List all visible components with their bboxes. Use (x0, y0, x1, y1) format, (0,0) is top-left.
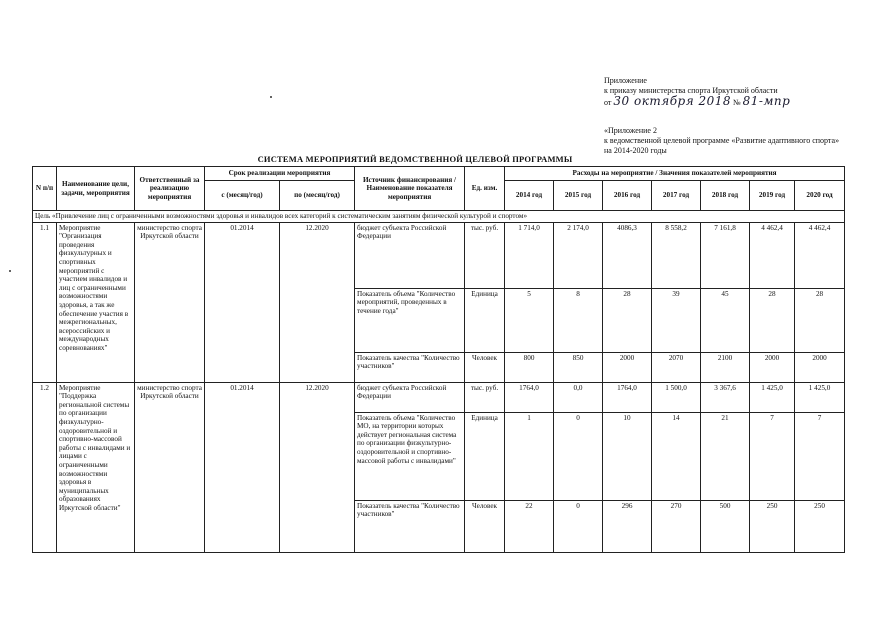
row-value: 28 (750, 288, 795, 352)
row-value: 28 (603, 288, 652, 352)
row-source: бюджет субъекта Российской Федерации (355, 222, 465, 288)
row-value: 296 (603, 500, 652, 552)
row-value: 7 161,8 (701, 222, 750, 288)
row-value: 1764,0 (505, 382, 554, 412)
row-value: 0,0 (554, 382, 603, 412)
row-value: 2000 (750, 352, 795, 382)
measures-table (32, 166, 845, 553)
table-row (33, 382, 845, 412)
row-value: 8 (554, 288, 603, 352)
row-source: Показатель объема "Количество МО, на территории которых действует региональная система по организации физкультурно-оздоровительной и спортивно-массовой работы с инвалидами" (355, 412, 465, 500)
row-value: 2000 (795, 352, 845, 382)
row-source: Показатель объема "Количество мероприятий, проведенных в течение года" (355, 288, 465, 352)
appendix2-line: на 2014-2020 годы (604, 146, 667, 155)
row-value: 2 174,0 (554, 222, 603, 288)
row-value: 2070 (652, 352, 701, 382)
row-num: 1.1 (33, 222, 57, 382)
row-value: 10 (603, 412, 652, 500)
header-year: 2014 год (505, 181, 554, 211)
row-unit: тыс. руб. (465, 222, 505, 288)
order-number-prefix: № (733, 98, 741, 107)
row-value: 0 (554, 500, 603, 552)
header-year: 2015 год (554, 181, 603, 211)
row-unit: Человек (465, 352, 505, 382)
row-value: 0 (554, 412, 603, 500)
row-value: 7 (750, 412, 795, 500)
row-value: 7 (795, 412, 845, 500)
row-unit: Единица (465, 288, 505, 352)
row-value: 22 (505, 500, 554, 552)
row-name: Мероприятие "Поддержка региональной системы по организации физкультурно-оздоровительной и спортивно-массовой работы с инвалидами и лицами с ограниченными возможностями здоровья в муниципальных образованиях Иркутской области" (57, 382, 135, 552)
row-value: 1 500,0 (652, 382, 701, 412)
header-term-to: по (месяц/год) (280, 181, 355, 211)
row-responsible: министерство спорта Иркутской области (135, 222, 205, 382)
row-value: 8 558,2 (652, 222, 701, 288)
row-value: 3 367,6 (701, 382, 750, 412)
header-year: 2018 год (701, 181, 750, 211)
order-prefix: от (604, 98, 612, 107)
appendix1-line: к приказу министерства спорта Иркутской области (604, 86, 778, 95)
row-source: Показатель качества "Количество участников" (355, 500, 465, 552)
header-num: N п/п (33, 167, 57, 211)
header-responsible: Ответственный за реализацию мероприятия (135, 167, 205, 211)
row-value: 45 (701, 288, 750, 352)
row-value: 5 (505, 288, 554, 352)
row-source: бюджет субъекта Российской Федерации (355, 382, 465, 412)
row-name: Мероприятие "Организация проведения физкультурных и спортивных мероприятий с участием инвалидов и лиц с ограниченными возможностями здоровья, а так же обеспечение участия в межрегиональных, всероссийских и международных соревнованиях" (57, 222, 135, 382)
row-value: 39 (652, 288, 701, 352)
row-unit: тыс. руб. (465, 382, 505, 412)
header-year: 2016 год (603, 181, 652, 211)
goal-row: Цель «Привлечение лиц с ограниченными возможностями здоровья и инвалидов всех категорий к систематическим занятиям физической культурой и спортом» (33, 211, 845, 223)
scan-speck (270, 96, 272, 98)
row-value: 850 (554, 352, 603, 382)
row-value: 28 (795, 288, 845, 352)
scan-speck (9, 270, 11, 272)
row-value: 2000 (603, 352, 652, 382)
row-value: 14 (652, 412, 701, 500)
row-value: 250 (750, 500, 795, 552)
row-from: 01.2014 (205, 382, 280, 552)
appendix1-line: Приложение (604, 76, 647, 85)
appendix2-line: к ведомственной целевой программе «Развитие адаптивного спорта» (604, 136, 840, 145)
header-term: Срок реализации мероприятия (205, 167, 355, 181)
row-responsible: министерство спорта Иркутской области (135, 382, 205, 552)
row-value: 1 714,0 (505, 222, 554, 288)
header-name: Наименование цели, задачи, мероприятия (57, 167, 135, 211)
row-unit: Единица (465, 412, 505, 500)
appendix2-header (604, 126, 839, 156)
header-year: 2020 год (795, 181, 845, 211)
row-value: 500 (701, 500, 750, 552)
row-value: 2100 (701, 352, 750, 382)
row-value: 1 425,0 (795, 382, 845, 412)
row-value: 21 (701, 412, 750, 500)
row-value: 250 (795, 500, 845, 552)
order-line (604, 96, 790, 108)
order-date-handwritten: 30 октября 2018 (613, 94, 731, 108)
header-expenses: Расходы на мероприятие / Значения показателей мероприятия (505, 167, 845, 181)
row-value: 800 (505, 352, 554, 382)
header-year: 2017 год (652, 181, 701, 211)
appendix2-line: «Приложение 2 (604, 126, 657, 135)
row-to: 12.2020 (280, 382, 355, 552)
document-title: СИСТЕМА МЕРОПРИЯТИЙ ВЕДОМСТВЕННОЙ ЦЕЛЕВОЙ ПРОГРАММЫ (257, 154, 573, 164)
row-value: 4086,3 (603, 222, 652, 288)
header-year: 2019 год (750, 181, 795, 211)
header-term-from: с (месяц/год) (205, 181, 280, 211)
table-row (33, 222, 845, 288)
row-value: 1 (505, 412, 554, 500)
order-number-handwritten: 81-мпр (742, 94, 791, 108)
row-value: 4 462,4 (750, 222, 795, 288)
row-to: 12.2020 (280, 222, 355, 382)
row-from: 01.2014 (205, 222, 280, 382)
row-source: Показатель качества "Количество участников" (355, 352, 465, 382)
header-unit: Ед. изм. (465, 167, 505, 211)
header-source: Источник финансирования / Наименование показателя мероприятия (355, 167, 465, 211)
row-value: 1 425,0 (750, 382, 795, 412)
row-num: 1.2 (33, 382, 57, 552)
row-value: 270 (652, 500, 701, 552)
row-value: 1764,0 (603, 382, 652, 412)
row-value: 4 462,4 (795, 222, 845, 288)
row-unit: Человек (465, 500, 505, 552)
appendix-header (604, 76, 790, 108)
